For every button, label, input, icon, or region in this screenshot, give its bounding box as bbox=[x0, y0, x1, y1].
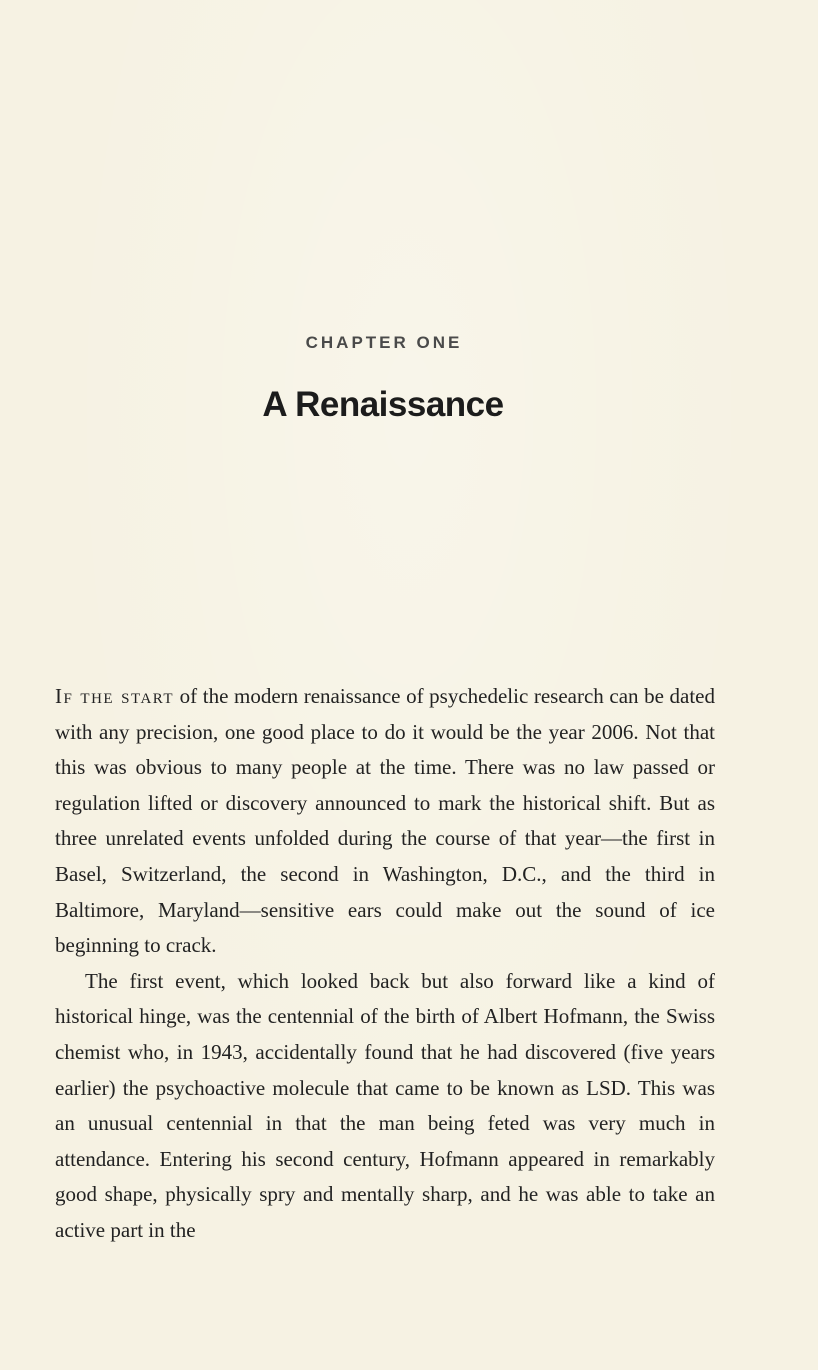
body-text bbox=[55, 679, 715, 1249]
paragraph-1 bbox=[55, 679, 715, 964]
chapter-title: A Renaissance bbox=[262, 385, 504, 424]
paragraph-2-text: The first event, which looked back but also forward like a kind of historical hinge, was the centennial of the birth of Albert Hofmann, the Swiss chemist who, in 1943, accidentally found that he had discovered (five years earlier) the psychoactive molecule that came to be known as LSD. This was an unusual centennial in that the man being feted was very much in attendance. Entering his second century, Hofmann appeared in remarkably good shape, physically spry and mentally sharp, and he was able to take an active part in the bbox=[55, 968, 715, 1242]
chapter-label: CHAPTER ONE bbox=[305, 333, 463, 352]
paragraph-1-text: of the modern renaissance of psychedelic research can be dated with any precision, one good place to do it would be the year 2006. Not that this was obvious to many people at the time. There was no law passed or regulation lifted or discovery announced to mark the historical shift. But as three unrelated events unfolded during the course of that year—the first in Basel, Switzerland, the second in Washington, D.C., and the third in Baltimore, Maryland—sensitive ears could make out the sound of ice beginning to crack. bbox=[55, 684, 715, 958]
paragraph-2 bbox=[55, 964, 715, 1249]
lead-in-smallcaps: If the start bbox=[55, 684, 175, 708]
